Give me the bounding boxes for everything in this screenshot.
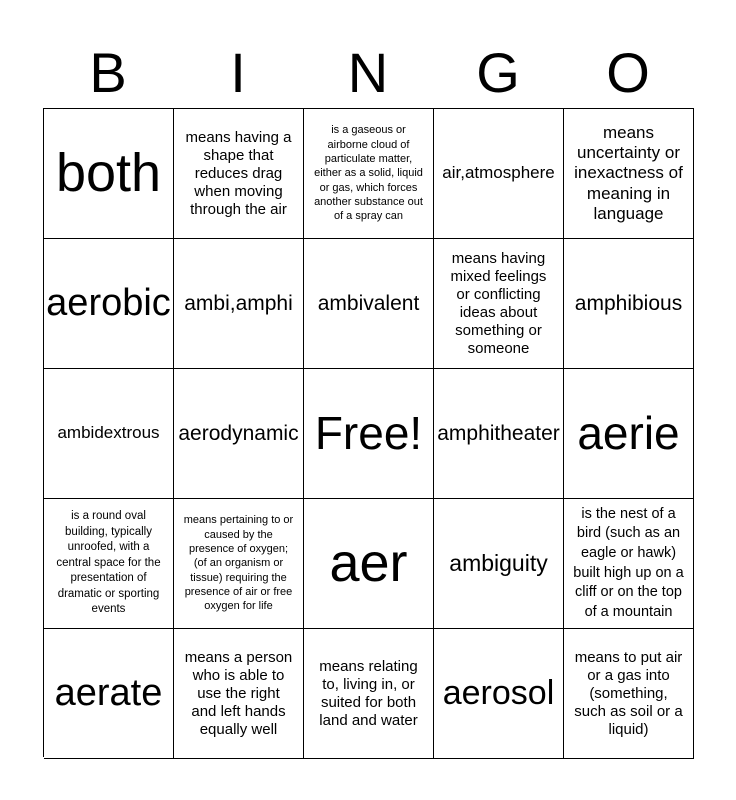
- cell-text: both: [55, 143, 162, 204]
- header-letter-i: I: [230, 41, 246, 104]
- header-letter-b: B: [89, 41, 127, 104]
- bingo-cell[interactable]: [174, 629, 304, 759]
- cell-text: aerobic: [46, 281, 171, 324]
- bingo-cell[interactable]: [434, 629, 564, 759]
- header-letter-n: N: [347, 41, 389, 104]
- cell-text: Free!: [314, 407, 423, 460]
- bingo-board: [43, 108, 694, 757]
- bingo-cell[interactable]: [174, 239, 304, 369]
- bingo-cell[interactable]: [564, 629, 694, 759]
- bingo-cell[interactable]: [564, 369, 694, 499]
- cell-text: amphibious: [574, 291, 683, 315]
- cell-text: is a gaseous or airborne cloud of particulate matter, either as a solid, liquid or gas, which forces another substance out of a spray can: [314, 124, 423, 223]
- bingo-cell[interactable]: [434, 499, 564, 629]
- bingo-cell[interactable]: [174, 499, 304, 629]
- bingo-cell[interactable]: [304, 109, 434, 239]
- bingo-cell[interactable]: [564, 109, 694, 239]
- bingo-cell[interactable]: [44, 239, 174, 369]
- header-letter-o: O: [606, 41, 650, 104]
- cell-text: means uncertainty or inexactness of meaning in language: [574, 122, 683, 224]
- cell-text: means having a shape that reduces drag when moving through the air: [185, 128, 292, 218]
- cell-text: ambidextrous: [57, 423, 160, 443]
- cell-text: means pertaining to or caused by the presence of oxygen; (of an organism or tissue) requiring the presence of air or free oxygen for life: [183, 514, 294, 613]
- cell-text: is a round oval building, typically unroofed, with a central space for the presentation of dramatic or sporting events: [56, 510, 161, 616]
- cell-text: ambivalent: [317, 291, 420, 315]
- bingo-cell[interactable]: [564, 239, 694, 369]
- cell-text: is the nest of a bird (such as an eagle or hawk) built high up on a cliff or on the top of a mountain: [573, 505, 684, 620]
- bingo-cell[interactable]: [304, 499, 434, 629]
- cell-text: means a person who is able to use the right and left hands equally well: [184, 648, 293, 738]
- bingo-cell[interactable]: [434, 369, 564, 499]
- header-letter-g: G: [476, 41, 520, 104]
- bingo-cell[interactable]: [44, 369, 174, 499]
- bingo-cell[interactable]: [174, 109, 304, 239]
- bingo-header: [43, 38, 693, 108]
- cell-text: aerie: [577, 407, 680, 460]
- cell-text: ambi,amphi: [184, 291, 293, 315]
- cell-text: aerate: [54, 671, 163, 714]
- bingo-cell[interactable]: [174, 369, 304, 499]
- bingo-cell[interactable]: [44, 499, 174, 629]
- bingo-cell[interactable]: [564, 499, 694, 629]
- cell-text: aer: [329, 533, 408, 594]
- bingo-cell[interactable]: [304, 629, 434, 759]
- cell-text: aerosol: [442, 673, 555, 712]
- free-space-cell[interactable]: [304, 369, 434, 499]
- bingo-cell[interactable]: [434, 239, 564, 369]
- bingo-cell[interactable]: [44, 109, 174, 239]
- cell-text: air,atmosphere: [442, 163, 555, 183]
- bingo-cell[interactable]: [304, 239, 434, 369]
- cell-text: ambiguity: [449, 549, 548, 576]
- cell-text: aerodynamic: [178, 421, 299, 445]
- cell-text: amphitheater: [437, 421, 560, 445]
- bingo-cell[interactable]: [44, 629, 174, 759]
- cell-text: means to put air or a gas into (something, such as soil or a liquid): [574, 648, 683, 738]
- cell-text: means having mixed feelings or conflicting ideas about something or someone: [450, 249, 547, 357]
- cell-text: means relating to, living in, or suited for both land and water: [319, 657, 418, 729]
- bingo-cell[interactable]: [434, 109, 564, 239]
